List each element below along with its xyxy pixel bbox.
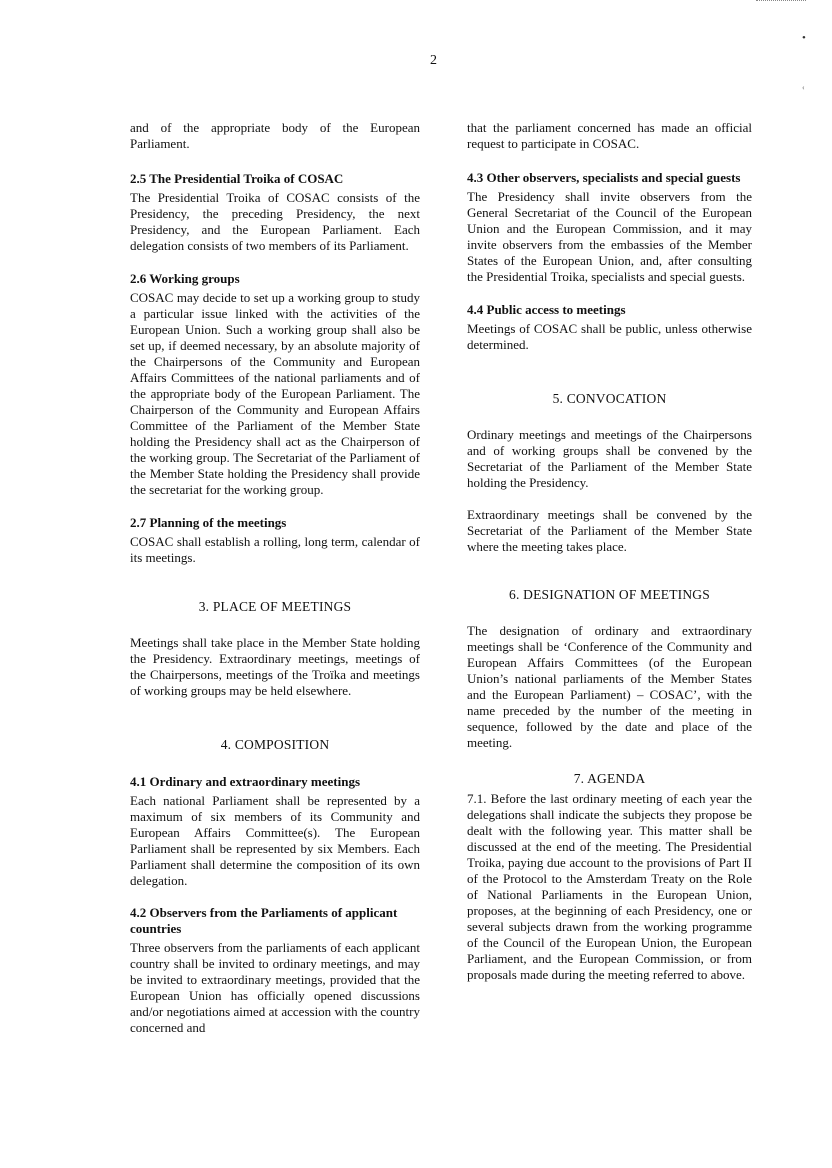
section-4-3-title: 4.3 Other observers, specialists and special guests — [467, 170, 741, 185]
right-column — [467, 120, 752, 983]
section-5-title: 5. CONVOCATION — [552, 391, 667, 406]
section-7-body: 7.1. Before the last ordinary meeting of each year the delegations shall indicate the subjects they propose be dealt with the following year. This matter shall be discussed at the end of the meeting. The Presidential Troika, paying due account to the provisions of Part II of the Protocol to the Amsterdam Treaty on the Role of National Parliaments in the European Union, proposes, at the beginning of each Presidency, one or several subjects drawn from the working programme of the Council of the European Union, the European Parliament, and the European Commission, or from proposals made during the meeting referred to above. — [467, 791, 752, 982]
section-4-2-body: Three observers from the parliaments of each applicant country shall be invited to ordinary meetings, and may be invited to extraordinary meetings, provided that the European Union has officially opened discussions and/or negotiations aimed at accession with the country concerned and — [130, 940, 420, 1035]
section-4-1-title: 4.1 Ordinary and extraordinary meetings — [130, 774, 361, 789]
continuation-text-right: that the parliament concerned has made an official request to participate in COSAC. — [467, 120, 752, 151]
section-2-7-title: 2.7 Planning of the meetings — [130, 515, 287, 530]
section-2-6-body: COSAC may decide to set up a working group to study a particular issue linked with the activities of the European Union. Such a working group shall also be set up, if deemed necessary, by an absolute majority of the Chairpersons of the Community and European Affairs Committees of the national parliaments and of the appropriate body of the European Parliament. The Chairperson of the Community and European Affairs Committee of the Parliament of the Member State holding the Presidency shall act as the Chairperson of the working group. The Secretariat of the Parliament of the Member State holding the Presidency shall provide the secretariat for the working group. — [130, 290, 420, 497]
section-4-3-body: The Presidency shall invite observers from the General Secretariat of the Council of the European Union and the European Commission, and it may invite observers from the embassies of the Member States of the European Union, and, after consulting the Presidential Troika, specialists and special guests. — [467, 189, 752, 284]
section-2-5-body: The Presidential Troika of COSAC consists of the Presidency, the preceding Presidency, the next Presidency, and the European Parliament. Each delegation consists of two members of its Parliament. — [130, 190, 420, 253]
section-3-title: 3. PLACE OF MEETINGS — [198, 599, 352, 614]
section-3-body: Meetings shall take place in the Member State holding the Presidency. Extraordinary meetings, meetings of the Chairpersons, meetings of the Troïka and meetings of working groups may be held elsewhere. — [130, 635, 420, 698]
page-number: 2 — [430, 53, 437, 68]
scan-edge-rule — [756, 0, 806, 1]
left-column — [130, 120, 420, 1036]
scan-mark-dot: • — [802, 32, 806, 44]
section-2-6-title: 2.6 Working groups — [130, 271, 240, 286]
section-4-4-body: Meetings of COSAC shall be public, unless otherwise determined. — [467, 321, 752, 352]
section-5-paragraph-2: Extraordinary meetings shall be convened by the Secretariat of the Parliament of the Member State where the meeting takes place. — [467, 507, 752, 554]
section-6-body: The designation of ordinary and extraordinary meetings shall be ‘Conference of the Community and European Affairs Committees (of the European Union’s national parliaments of the Member States and the European Parliament) – COSAC’, with the name preceded by the number of the meeting in sequence, followed by the date and place of the meeting. — [467, 623, 752, 750]
section-4-title: 4. COMPOSITION — [220, 737, 330, 752]
section-5-paragraph-1: Ordinary meetings and meetings of the Chairpersons and of working groups shall be convened by the Secretariat of the Parliament of the Member State holding the Presidency. — [467, 427, 752, 490]
section-4-4-title: 4.4 Public access to meetings — [467, 302, 626, 317]
section-4-1-body: Each national Parliament shall be represented by a maximum of six members of its Community and European Affairs Committee(s). The European Parliament shall be represented by six Members. Each Parliament shall determine the composition of its own delegation. — [130, 793, 420, 888]
section-7-title: 7. AGENDA — [573, 771, 646, 786]
section-2-5-title: 2.5 The Presidential Troika of COSAC — [130, 171, 344, 186]
section-2-7-body: COSAC shall establish a rolling, long term, calendar of its meetings. — [130, 534, 420, 565]
scan-mark-small: ‹ — [802, 83, 805, 92]
continuation-text: and of the appropriate body of the European Parliament. — [130, 120, 420, 151]
section-4-2-title: 4.2 Observers from the Parliaments of applicant countries — [130, 905, 398, 936]
section-6-title: 6. DESIGNATION OF MEETINGS — [509, 587, 710, 602]
